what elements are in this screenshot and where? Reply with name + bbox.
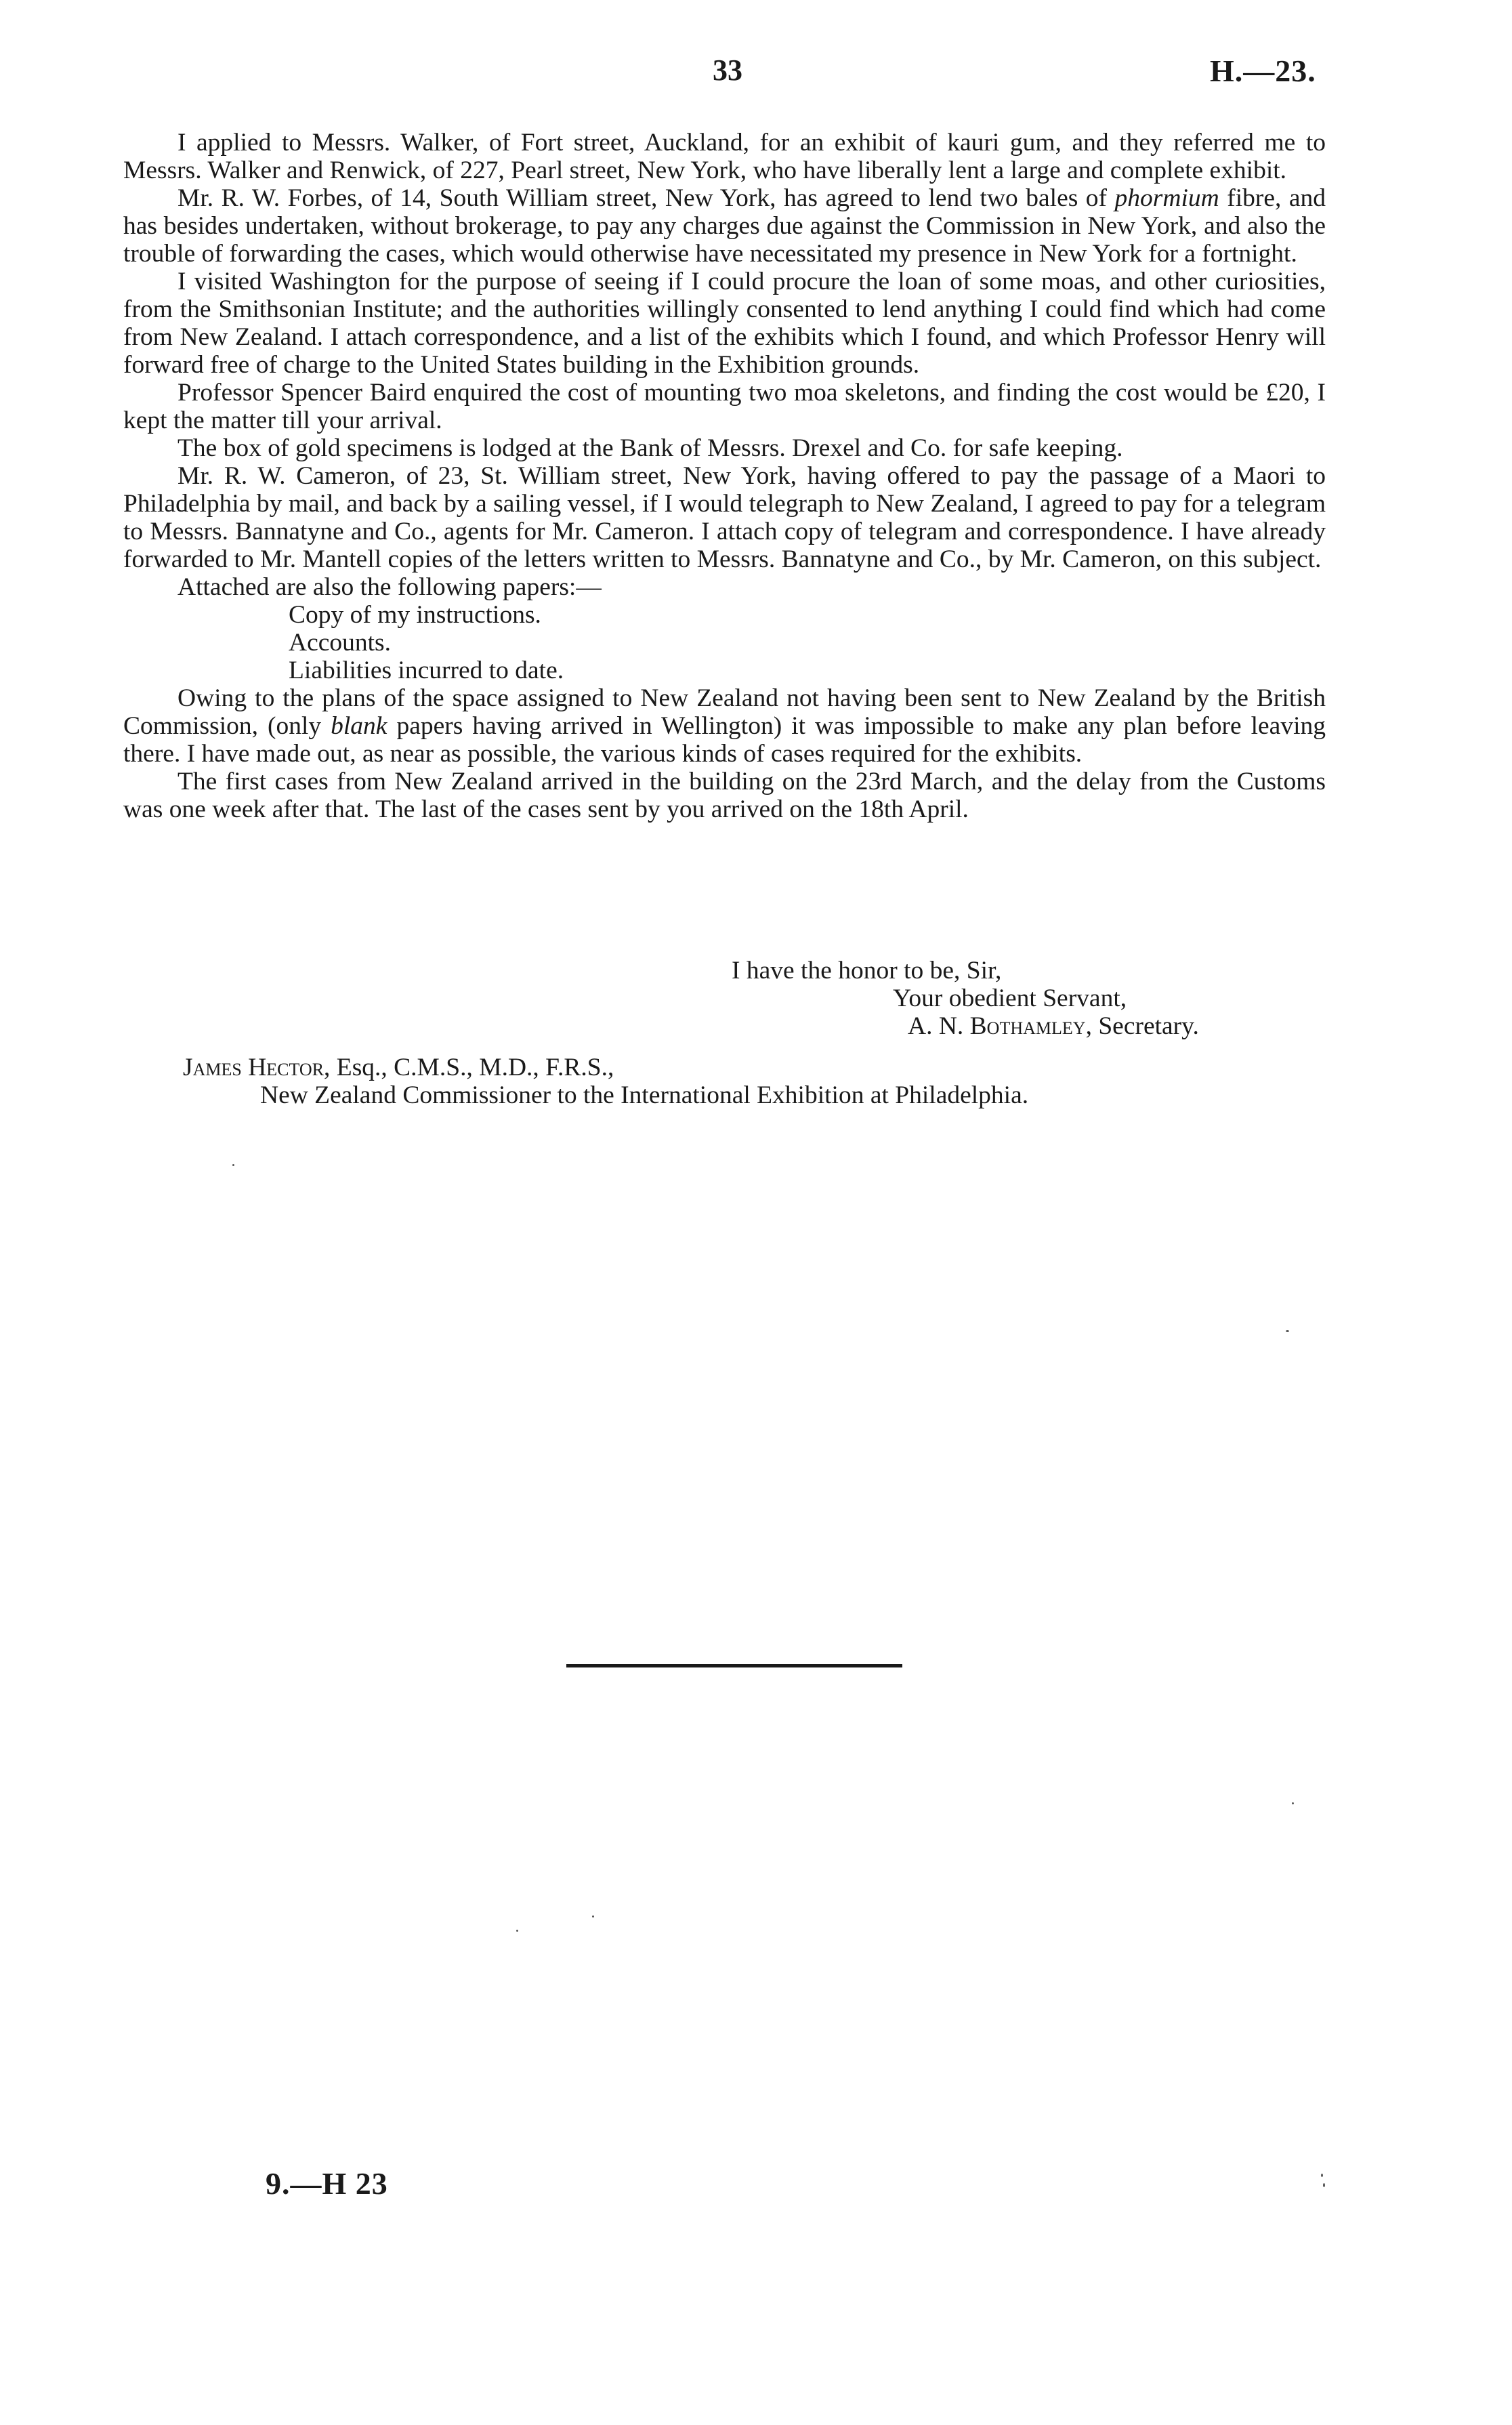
page-number: 33 — [713, 54, 742, 87]
document-reference: H.—23. — [1210, 54, 1316, 88]
horizontal-rule — [566, 1664, 902, 1667]
closing-servant: Your obedient Servant, — [893, 984, 1127, 1012]
paragraph-forbes: Mr. R. W. Forbes, of 14, South William street, New York, has agreed to lend two bales of phormium fibre, and has besides undertaken, without brokerage, to pay any charges due against the Commission in New York, and also the trouble of forwarding the cases, which would otherwise have necessitated my presence in New York for a fortnight. — [123, 184, 1326, 268]
addressee-name — [183, 1054, 614, 1081]
print-speck — [516, 1930, 518, 1932]
attachment-item: Liabilities incurred to date. — [289, 657, 564, 684]
paragraph-cameron: Mr. R. W. Cameron, of 23, St. William street, New York, having offered to pay the passage of a Maori to Philadelphia by mail, and back by a sailing vessel, if I would telegraph to New Zealand, I agreed to pay for a telegram to Messrs. Bannatyne and Co., agents for Mr. Cameron. I attach copy of telegram and correspondence. I have already forwarded to Mr. Mantell copies of the letters written to Messrs. Bannatyne and Co., by Mr. Cameron, on this subject. — [123, 462, 1326, 573]
italic-term: phormium — [1114, 184, 1219, 212]
attachment-item: Accounts. — [289, 629, 392, 657]
signature-line — [908, 1012, 1199, 1040]
paragraph-kauri-gum: I applied to Messrs. Walker, of Fort street, Auckland, for an exhibit of kauri gum, and they referred me to Messrs. Walker and Renwick, of 227, Pearl street, New York, who have liberally lent a large and complete exhibit. — [123, 129, 1326, 184]
addressee-person: James Hector — [183, 1054, 324, 1081]
signer-role: , Secretary. — [1085, 1012, 1199, 1040]
paragraph-gold-specimens: The box of gold specimens is lodged at the Bank of Messrs. Drexel and Co. for safe keeping. — [177, 434, 1123, 462]
attachment-list — [123, 601, 1326, 684]
signer-surname: Bothamley — [969, 1012, 1086, 1040]
paragraph-first-cases: The first cases from New Zealand arrived in the building on the 23rd March, and the delay from the Customs was one week after that. The last of the cases sent by you arrived on the 18th April. — [123, 768, 1326, 823]
letter-body — [123, 129, 1326, 823]
paragraph-baird: Professor Spencer Baird enquired the cost of mounting two moa skeletons, and finding the cost would be £20, I kept the matter till your arrival. — [123, 379, 1326, 434]
paragraph-attached-intro: Attached are also the following papers:— — [177, 573, 602, 601]
italic-term: blank — [331, 712, 387, 740]
print-speck — [1286, 1330, 1289, 1332]
print-speck — [1292, 1802, 1294, 1804]
attachment-item: Copy of my instructions. — [289, 601, 541, 629]
signer-initials: A. N. — [908, 1012, 964, 1040]
addressee-credentials: , Esq., C.M.S., M.D., F.R.S., — [324, 1054, 614, 1081]
closing-salutation: I have the honor to be, Sir, — [732, 957, 1002, 984]
print-speck — [1323, 2183, 1325, 2187]
print-speck — [1321, 2174, 1323, 2177]
addressee-title: New Zealand Commissioner to the International Exhibition at Philadelphia. — [260, 1081, 1029, 1109]
print-speck — [232, 1164, 234, 1166]
footer-signature-mark: 9.—H 23 — [266, 2166, 388, 2201]
print-speck — [592, 1915, 594, 1918]
paragraph-washington: I visited Washington for the purpose of seeing if I could procure the loan of some moas, and other curiosities, from the Smithsonian Institute; and the authorities willingly consented to lend anything I could find which had come from New Zealand. I attach correspondence, and a list of the exhibits which I found, and which Professor Henry will forward free of charge to the United States building in the Exhibition grounds. — [123, 268, 1326, 379]
paragraph-space-plans: Owing to the plans of the space assigned to New Zealand not having been sent to New Zealand by the British Commission, (only blank papers having arrived in Wellington) it was impossible to make any plan before leaving there. I have made out, as near as possible, the various kinds of cases required for the exhibits. — [123, 684, 1326, 768]
